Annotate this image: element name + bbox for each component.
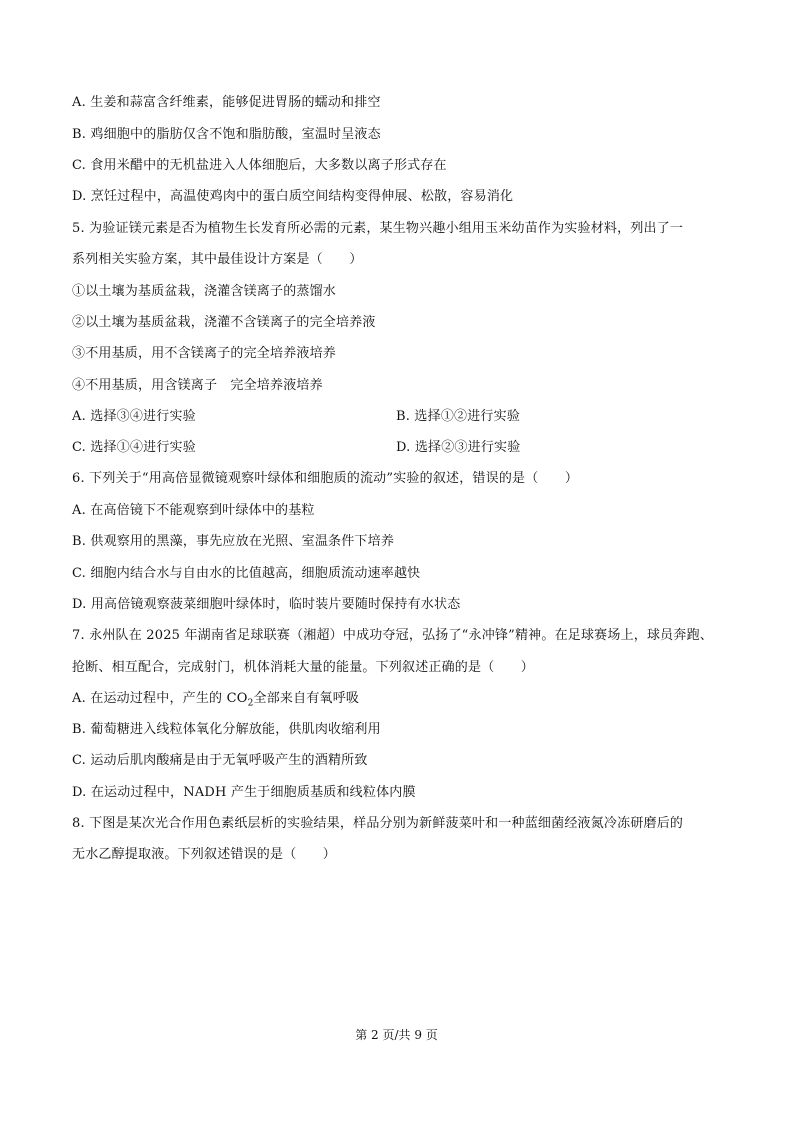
q7-option-b: B. 葡萄糖进入线粒体氧化分解放能，供肌肉收缩利用 [72, 722, 381, 737]
q5-option-c: C. 选择①④进行实验 [72, 440, 196, 455]
q5-stem-line2: 系列相关实验方案，其中最佳设计方案是（ ） [72, 252, 363, 267]
q6-option-b: B. 供观察用的黑藻，事先应放在光照、室温条件下培养 [72, 534, 395, 549]
q5-item-2: ②以土壤为基质盆栽，浇灌不含镁离子的完全培养液 [72, 315, 376, 330]
q7-stem-line2: 抢断、相互配合，完成射门，机体消耗大量的能量。下列叙述正确的是（ ） [72, 660, 535, 675]
page-footer: 第 2 页/共 9 页 [355, 1028, 438, 1042]
q5-option-b: B. 选择①②进行实验 [396, 409, 521, 424]
q6-option-d: D. 用高倍镜观察菠菜细胞叶绿体时，临时装片要随时保持有水状态 [72, 597, 461, 612]
q7-option-c: C. 运动后肌肉酸痛是由于无氧呼吸产生的酒精所致 [72, 753, 368, 768]
q6-option-c: C. 细胞内结合水与自由水的比值越高，细胞质流动速率越快 [72, 566, 421, 581]
q5-option-d: D. 选择②③进行实验 [396, 440, 521, 455]
q7-option-a [72, 690, 359, 708]
q4-option-a: A. 生姜和蒜富含纤维素，能够促进胃肠的蠕动和排空 [72, 95, 381, 110]
q4-option-b: B. 鸡细胞中的脂肪仅含不饱和脂肪酸，室温时呈液态 [72, 127, 381, 142]
q8-stem-line1: 8. 下图是某次光合作用色素纸层析的实验结果，样品分别为新鲜菠菜叶和一种蓝细菌经液氮冷冻研磨后的 [72, 816, 684, 831]
q5-option-a: A. 选择③④进行实验 [72, 409, 196, 424]
q6-option-a: A. 在高倍镜下不能观察到叶绿体中的基粒 [72, 503, 315, 518]
q4-option-d: D. 烹饪过程中，高温使鸡肉中的蛋白质空间结构变得伸展、松散，容易消化 [72, 189, 514, 204]
q4-option-c: C. 食用米醋中的无机盐进入人体细胞后，大多数以离子形式存在 [72, 158, 447, 173]
q7-option-a-text-end: 全部来自有氧呼吸 [253, 691, 360, 706]
q6-stem: 6. 下列关于“用高倍显微镜观察叶绿体和细胞质的流动”实验的叙述，错误的是（ ） [72, 471, 579, 486]
q5-item-1: ①以土壤为基质盆栽，浇灌含镁离子的蒸馏水 [72, 284, 337, 299]
q8-stem-line2: 无水乙醇提取液。下列叙述错误的是（ ） [72, 847, 337, 862]
q7-stem-line1: 7. 永州队在 2025 年湖南省足球联赛（湘超）中成功夺冠，弘扬了“永冲锋”精神。在足球赛场上，球员奔跑、 [72, 628, 713, 643]
q7-option-a-text: A. 在运动过程中，产生的 CO [72, 691, 248, 706]
q7-option-a-subscript: 2 [247, 698, 254, 709]
q5-item-4: ④不用基质，用含镁离子 完全培养液培养 [72, 378, 323, 393]
q5-item-3: ③不用基质，用不含镁离子的完全培养液培养 [72, 346, 337, 361]
q5-stem-line1: 5. 为验证镁元素是否为植物生长发育所必需的元素，某生物兴趣小组用玉米幼苗作为实验材料，列出了一 [72, 221, 684, 236]
q7-option-d: D. 在运动过程中，NADH 产生于细胞质基质和线粒体内膜 [72, 785, 416, 800]
